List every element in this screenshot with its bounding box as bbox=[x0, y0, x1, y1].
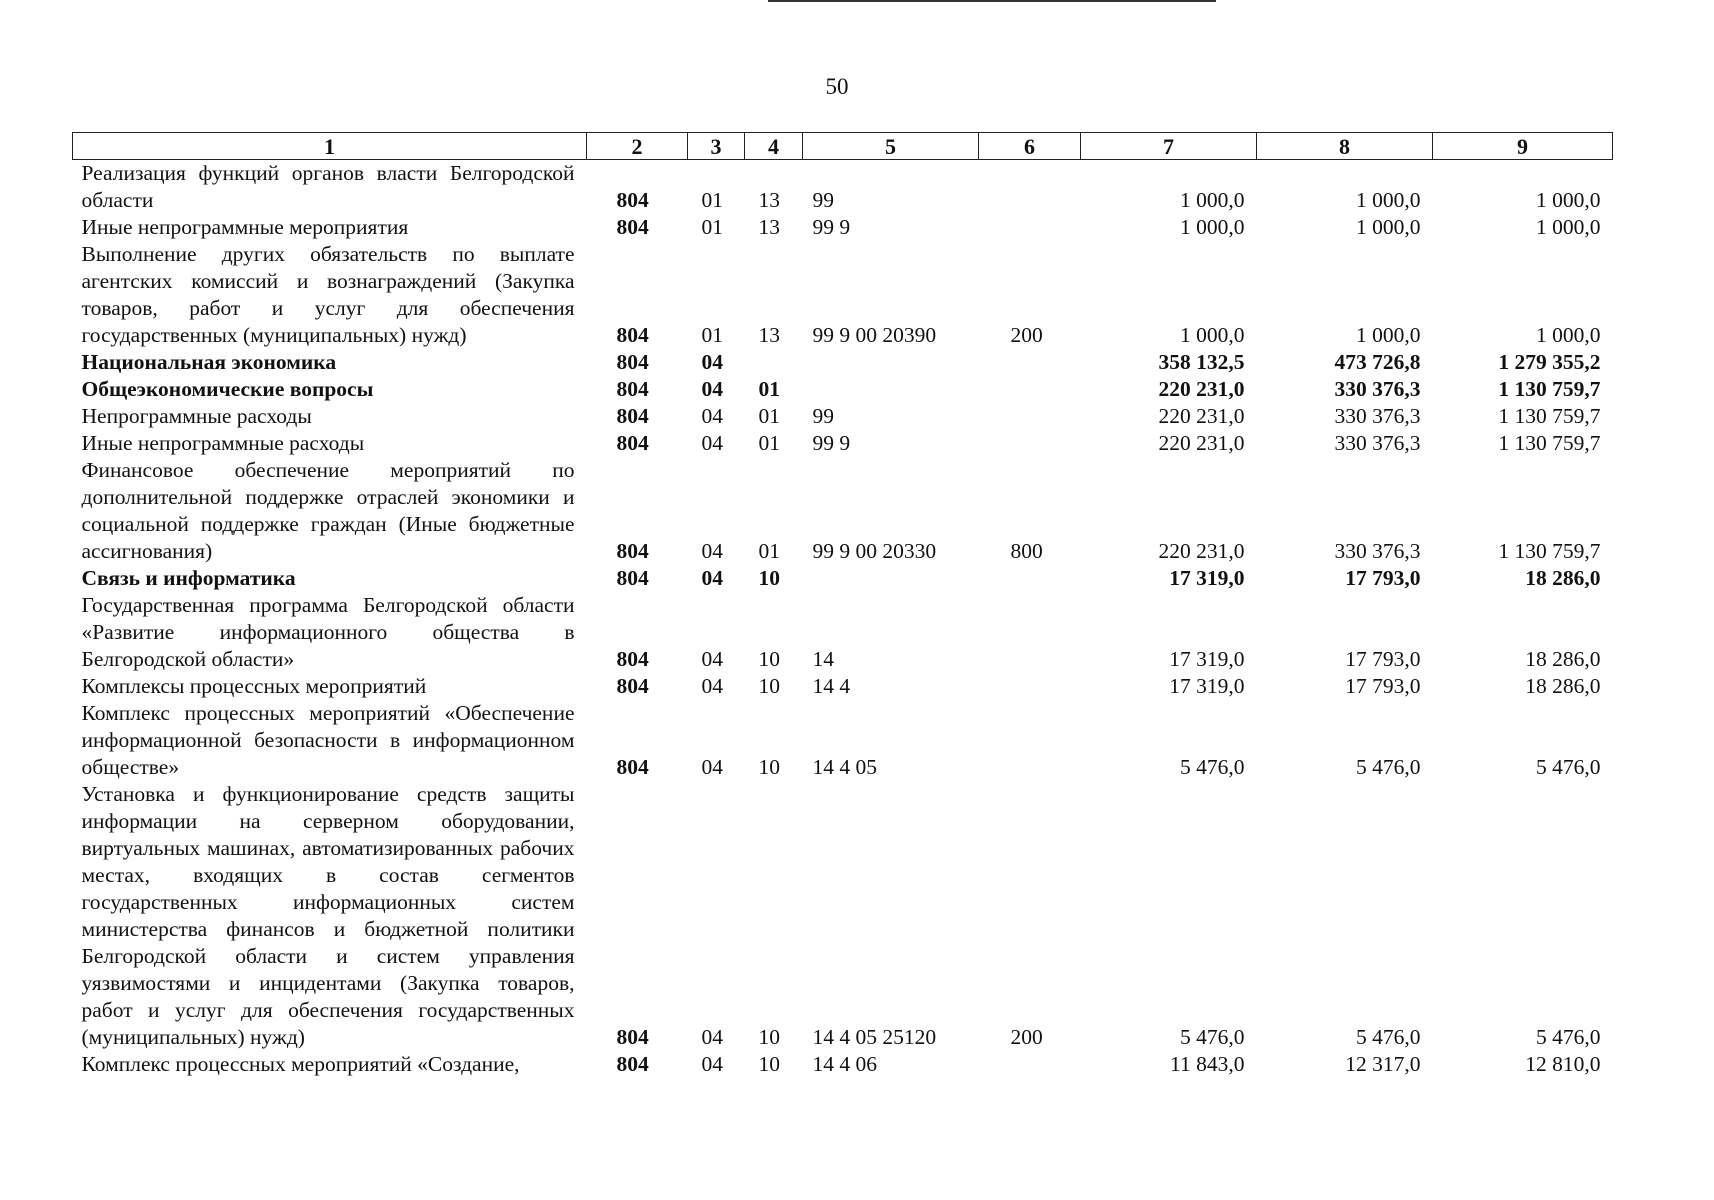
subsection-code: 01 bbox=[758, 404, 780, 428]
amount-year-2: 17 793,0 bbox=[1345, 566, 1421, 590]
page-number: 50 bbox=[825, 74, 849, 99]
section-code: 04 bbox=[701, 404, 723, 428]
section-code: 04 bbox=[701, 566, 723, 590]
target-article-code: 14 bbox=[812, 647, 834, 671]
subsection-code: 10 bbox=[758, 674, 780, 698]
ministry-code: 804 bbox=[616, 539, 649, 563]
item-name: Связь и информатика bbox=[81, 566, 296, 590]
table-row bbox=[73, 592, 1613, 673]
ministry-code: 804 bbox=[616, 1052, 649, 1076]
amount-year-2: 1 000,0 bbox=[1356, 215, 1421, 239]
section-code: 04 bbox=[701, 431, 723, 455]
header-cell: 2 bbox=[587, 133, 688, 160]
section-code: 04 bbox=[701, 647, 723, 671]
amount-year-1: 1 000,0 bbox=[1180, 215, 1245, 239]
item-name: Государственная программа Белгородской области «Развитие информационного общества в Белгородской области» bbox=[81, 593, 575, 671]
amount-year-2: 330 376,3 bbox=[1334, 539, 1421, 563]
amount-year-2: 330 376,3 bbox=[1334, 377, 1421, 401]
header-cell: 7 bbox=[1081, 133, 1257, 160]
amount-year-3: 5 476,0 bbox=[1536, 755, 1601, 779]
item-name: Комплексы процессных мероприятий bbox=[81, 674, 427, 698]
expense-type-code bbox=[979, 376, 1081, 403]
top-rule bbox=[768, 0, 1216, 2]
ministry-code: 804 bbox=[616, 215, 649, 239]
item-name: Установка и функционирование средств защиты информации на серверном оборудовании, виртуальных машинах, автоматизированных рабочих местах, входящих в состав сегментов государственных информационных систем министерства финансов и бюджетной политики Белгородской области и систем управления уязвимостями и инцидентами (Закупка товаров, работ и услуг для обеспечения государственных (муниципальных) нужд) bbox=[81, 782, 575, 1049]
expense-type-code bbox=[979, 1051, 1081, 1078]
section-code: 04 bbox=[701, 674, 723, 698]
section-code: 04 bbox=[701, 539, 723, 563]
target-article-code: 14 4 06 bbox=[812, 1052, 877, 1076]
target-article-code: 99 9 00 20390 bbox=[812, 323, 937, 347]
expense-type-code bbox=[979, 592, 1081, 673]
ministry-code: 804 bbox=[616, 755, 649, 779]
subsection-code: 13 bbox=[758, 323, 780, 347]
table-row bbox=[73, 700, 1613, 781]
amount-year-1: 358 132,5 bbox=[1158, 350, 1245, 374]
section-code: 04 bbox=[701, 377, 723, 401]
target-article-code bbox=[803, 376, 979, 403]
amount-year-3: 1 000,0 bbox=[1536, 323, 1601, 347]
expense-type-code: 800 bbox=[1010, 539, 1043, 563]
table-body bbox=[73, 160, 1613, 1079]
item-name: Национальная экономика bbox=[81, 350, 337, 374]
table-row bbox=[73, 673, 1613, 700]
table-row bbox=[73, 376, 1613, 403]
amount-year-3: 1 000,0 bbox=[1536, 215, 1601, 239]
amount-year-2: 12 317,0 bbox=[1345, 1052, 1421, 1076]
item-name: Реализация функций органов власти Белгородской области bbox=[81, 161, 575, 212]
subsection-code: 13 bbox=[758, 188, 780, 212]
expense-type-code bbox=[979, 430, 1081, 457]
amount-year-3: 5 476,0 bbox=[1536, 1025, 1601, 1049]
amount-year-1: 220 231,0 bbox=[1158, 377, 1245, 401]
header-cell: 1 bbox=[73, 133, 587, 160]
amount-year-1: 220 231,0 bbox=[1158, 404, 1245, 428]
ministry-code: 804 bbox=[616, 566, 649, 590]
section-code: 04 bbox=[701, 1052, 723, 1076]
section-code: 01 bbox=[701, 188, 723, 212]
target-article-code: 14 4 bbox=[812, 674, 851, 698]
ministry-code: 804 bbox=[616, 377, 649, 401]
amount-year-3: 1 130 759,7 bbox=[1498, 404, 1601, 428]
subsection-code: 10 bbox=[758, 647, 780, 671]
amount-year-1: 1 000,0 bbox=[1180, 188, 1245, 212]
section-code: 01 bbox=[701, 215, 723, 239]
amount-year-2: 17 793,0 bbox=[1345, 647, 1421, 671]
item-name: Комплекс процессных мероприятий «Обеспечение информационной безопасности в информационном обществе» bbox=[81, 701, 575, 779]
header-cell: 9 bbox=[1433, 133, 1613, 160]
target-article-code: 99 bbox=[812, 404, 834, 428]
amount-year-1: 17 319,0 bbox=[1169, 647, 1245, 671]
item-name: Иные непрограммные расходы bbox=[81, 431, 365, 455]
subsection-code bbox=[745, 349, 803, 376]
item-name: Общеэкономические вопросы bbox=[81, 377, 374, 401]
header-cell: 6 bbox=[979, 133, 1081, 160]
amount-year-2: 5 476,0 bbox=[1356, 755, 1421, 779]
header-cell: 5 bbox=[803, 133, 979, 160]
table-row bbox=[73, 781, 1613, 1051]
target-article-code: 14 4 05 bbox=[812, 755, 877, 779]
subsection-code: 10 bbox=[758, 1025, 780, 1049]
amount-year-1: 1 000,0 bbox=[1180, 323, 1245, 347]
table-row bbox=[73, 430, 1613, 457]
ministry-code: 804 bbox=[616, 647, 649, 671]
subsection-code: 01 bbox=[758, 377, 780, 401]
ministry-code: 804 bbox=[616, 188, 649, 212]
amount-year-1: 17 319,0 bbox=[1169, 674, 1245, 698]
item-name: Комплекс процессных мероприятий «Создание, bbox=[81, 1052, 520, 1076]
subsection-code: 10 bbox=[758, 566, 780, 590]
amount-year-3: 1 130 759,7 bbox=[1498, 431, 1601, 455]
item-name: Финансовое обеспечение мероприятий по дополнительной поддержке отраслей экономики и социальной поддержке граждан (Иные бюджетные ассигнования) bbox=[81, 458, 575, 563]
amount-year-2: 330 376,3 bbox=[1334, 404, 1421, 428]
amount-year-2: 1 000,0 bbox=[1356, 188, 1421, 212]
section-code: 04 bbox=[701, 1025, 723, 1049]
target-article-code: 99 9 00 20330 bbox=[812, 539, 937, 563]
table-row bbox=[73, 457, 1613, 565]
table-row bbox=[73, 241, 1613, 349]
expense-type-code bbox=[979, 565, 1081, 592]
amount-year-2: 17 793,0 bbox=[1345, 674, 1421, 698]
amount-year-1: 220 231,0 bbox=[1158, 431, 1245, 455]
expense-type-code bbox=[979, 700, 1081, 781]
section-code: 04 bbox=[701, 350, 723, 374]
amount-year-1: 5 476,0 bbox=[1180, 755, 1245, 779]
header-cell: 4 bbox=[745, 133, 803, 160]
amount-year-3: 12 810,0 bbox=[1525, 1052, 1601, 1076]
ministry-code: 804 bbox=[616, 350, 649, 374]
amount-year-1: 220 231,0 bbox=[1158, 539, 1245, 563]
budget-table bbox=[72, 132, 1613, 1078]
table-row bbox=[73, 403, 1613, 430]
expense-type-code bbox=[979, 160, 1081, 215]
expense-type-code bbox=[979, 403, 1081, 430]
expense-type-code bbox=[979, 214, 1081, 241]
subsection-code: 13 bbox=[758, 215, 780, 239]
target-article-code bbox=[803, 565, 979, 592]
amount-year-3: 18 286,0 bbox=[1525, 647, 1601, 671]
subsection-code: 10 bbox=[758, 755, 780, 779]
amount-year-3: 18 286,0 bbox=[1525, 674, 1601, 698]
table-row bbox=[73, 214, 1613, 241]
item-name: Иные непрограммные мероприятия bbox=[81, 215, 409, 239]
ministry-code: 804 bbox=[616, 323, 649, 347]
amount-year-2: 5 476,0 bbox=[1356, 1025, 1421, 1049]
amount-year-3: 18 286,0 bbox=[1525, 566, 1601, 590]
amount-year-3: 1 000,0 bbox=[1536, 188, 1601, 212]
item-name: Выполнение других обязательств по выплате агентских комиссий и вознаграждений (Закупка товаров, работ и услуг для обеспечения государственных (муниципальных) нужд) bbox=[81, 242, 575, 347]
section-code: 01 bbox=[701, 323, 723, 347]
header-row bbox=[73, 133, 1613, 160]
ministry-code: 804 bbox=[616, 404, 649, 428]
target-article-code: 99 bbox=[812, 188, 834, 212]
ministry-code: 804 bbox=[616, 431, 649, 455]
target-article-code bbox=[803, 349, 979, 376]
subsection-code: 01 bbox=[758, 431, 780, 455]
amount-year-2: 330 376,3 bbox=[1334, 431, 1421, 455]
target-article-code: 99 9 bbox=[812, 431, 851, 455]
table-row bbox=[73, 565, 1613, 592]
amount-year-3: 1 130 759,7 bbox=[1498, 377, 1601, 401]
item-name: Непрограммные расходы bbox=[81, 404, 312, 428]
subsection-code: 10 bbox=[758, 1052, 780, 1076]
amount-year-2: 1 000,0 bbox=[1356, 323, 1421, 347]
expense-type-code: 200 bbox=[1010, 323, 1043, 347]
table-row bbox=[73, 349, 1613, 376]
amount-year-1: 5 476,0 bbox=[1180, 1025, 1245, 1049]
section-code: 04 bbox=[701, 755, 723, 779]
expense-type-code bbox=[979, 349, 1081, 376]
table-row bbox=[73, 160, 1613, 215]
target-article-code: 99 9 bbox=[812, 215, 851, 239]
header-cell: 3 bbox=[688, 133, 745, 160]
ministry-code: 804 bbox=[616, 1025, 649, 1049]
amount-year-1: 17 319,0 bbox=[1169, 566, 1245, 590]
amount-year-3: 1 279 355,2 bbox=[1498, 350, 1601, 374]
amount-year-2: 473 726,8 bbox=[1334, 350, 1421, 374]
amount-year-3: 1 130 759,7 bbox=[1498, 539, 1601, 563]
amount-year-1: 11 843,0 bbox=[1170, 1052, 1245, 1076]
header-cell: 8 bbox=[1257, 133, 1433, 160]
subsection-code: 01 bbox=[758, 539, 780, 563]
table-row bbox=[73, 1051, 1613, 1078]
ministry-code: 804 bbox=[616, 674, 649, 698]
target-article-code: 14 4 05 25120 bbox=[812, 1025, 937, 1049]
expense-type-code bbox=[979, 673, 1081, 700]
expense-type-code: 200 bbox=[1010, 1025, 1043, 1049]
